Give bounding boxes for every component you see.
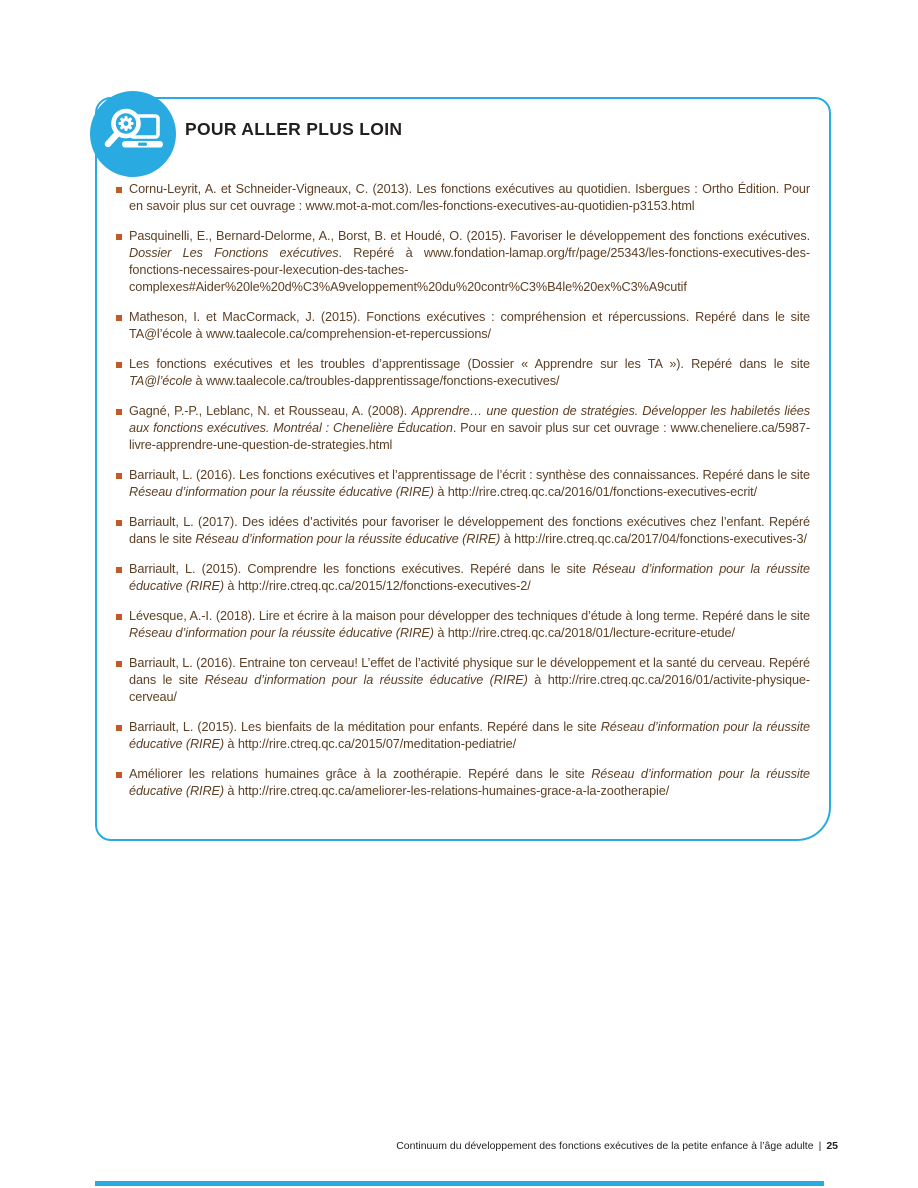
pour-aller-plus-loin-box: [95, 97, 831, 841]
bullet-square-icon: [116, 772, 122, 778]
reference-item: [116, 514, 810, 548]
reference-item: [116, 228, 810, 296]
reference-text: . Pour en savoir plus sur cet ouvrage :: [452, 421, 671, 435]
reference-text: à: [433, 485, 448, 499]
reference-text: Cornu-Leyrit, A. et Schneider-Vigneaux, C. (2013). Les fonctions exécutives au quotidien. Isbergues : Ortho Édition. Pour en savoir plus sur cet ouvrage :: [129, 182, 810, 213]
bullet-square-icon: [116, 409, 122, 415]
reference-text: Barriault, L. (2016). Entraine ton cerveau! L’effet de l’activité physique sur le développement et la santé du cerveau. Repéré dans le site: [129, 656, 810, 687]
reference-url[interactable]: www.taalecole.ca/comprehension-et-repercussions/: [205, 327, 491, 341]
bullet-square-icon: [116, 362, 122, 368]
bullet-square-icon: [116, 234, 122, 240]
reference-url[interactable]: http://rire.ctreq.qc.ca/2017/04/fonctions-executives-3/: [514, 532, 807, 546]
reference-text: Barriault, L. (2015). Comprendre les fonctions exécutives. Repéré dans le site: [129, 562, 593, 576]
reference-item: [116, 309, 810, 343]
reference-item: [116, 766, 810, 800]
reference-url[interactable]: www.fondation-lamap.org/fr/page/25343/les-fonctions-executives-des-fonctions-necessaires-pour-lexecution-des-taches-complexes#Aider%20le%20d%C3%A9veloppement%20du%20contr%C3%B4le%20ex%C3%A9cutif: [129, 246, 810, 294]
reference-url[interactable]: http://rire.ctreq.qc.ca/2016/01/activite-physique-cerveau/: [129, 673, 811, 704]
reference-url[interactable]: www.mot-a-mot.com/les-fonctions-executives-au-quotidien-p3153.html: [305, 199, 695, 213]
reference-text: Réseau d’information pour la réussite éducative (RIRE): [129, 767, 810, 798]
reference-text: . Repéré à: [338, 246, 424, 260]
bullet-square-icon: [116, 315, 122, 321]
reference-text: Réseau d’information pour la réussite éducative (RIRE): [129, 626, 434, 640]
reference-text: TA@l’école: [129, 374, 193, 388]
reference-url[interactable]: www.cheneliere.ca/5987-livre-apprendre-une-question-de-strategies.html: [129, 421, 810, 452]
reference-item: [116, 719, 810, 753]
reference-url[interactable]: http://rire.ctreq.qc.ca/2016/01/fonctions-executives-ecrit/: [447, 485, 758, 499]
reference-text: Barriault, L. (2017). Des idées d’activités pour favoriser le développement des fonctions exécutives chez l’enfant. Repéré dans le site: [129, 515, 810, 546]
reference-url[interactable]: http://rire.ctreq.qc.ca/2018/01/lecture-ecriture-etude/: [447, 626, 735, 640]
bullet-square-icon: [116, 187, 122, 193]
bullet-square-icon: [116, 725, 122, 731]
bullet-square-icon: [116, 661, 122, 667]
reference-item: [116, 655, 810, 706]
footer-text: Continuum du développement des fonctions exécutives de la petite enfance à l’âge adulte: [396, 1140, 814, 1152]
reference-text: à: [433, 626, 448, 640]
reference-text: Réseau d’information pour la réussite éducative (RIRE): [129, 720, 810, 751]
reference-text: à: [224, 784, 238, 798]
page-number: 25: [826, 1140, 838, 1152]
reference-text: à: [224, 737, 238, 751]
reference-text: Réseau d’information pour la réussite éducative (RIRE): [204, 673, 528, 687]
reference-url[interactable]: http://rire.ctreq.qc.ca/2015/12/fonctions-executives-2/: [237, 579, 531, 593]
reference-item: [116, 467, 810, 501]
reference-url[interactable]: http://rire.ctreq.qc.ca/ameliorer-les-relations-humaines-grace-a-la-zootherapie/: [237, 784, 670, 798]
reference-text: à: [527, 673, 548, 687]
reference-url[interactable]: www.taalecole.ca/troubles-dapprentissage/fonctions-executives/: [205, 374, 560, 388]
reference-text: Matheson, I. et MacCormack, J. (2015). Fonctions exécutives : compréhension et répercussions. Repéré dans le site TA@l’école à: [129, 310, 810, 341]
reference-text: Réseau d’information pour la réussite éducative (RIRE): [195, 532, 501, 546]
reference-text: à: [192, 374, 206, 388]
bottom-accent-bar: [95, 1181, 824, 1186]
reference-list: [116, 181, 810, 800]
reference-text: Améliorer les relations humaines grâce à la zoothérapie. Repéré dans le site: [129, 767, 592, 781]
reference-item: [116, 561, 810, 595]
reference-text: Barriault, L. (2015). Les bienfaits de la méditation pour enfants. Repéré dans le site: [129, 720, 601, 734]
page-footer: [396, 1140, 838, 1152]
reference-text: Pasquinelli, E., Bernard-Delorme, A., Borst, B. et Houdé, O. (2015). Favoriser le développement des fonctions exécutives.: [129, 229, 810, 243]
reference-text: Barriault, L. (2016). Les fonctions exécutives et l’apprentissage de l’écrit : synthèse des connaissances. Repéré dans le site: [129, 468, 810, 482]
reference-text: Réseau d’information pour la réussite éducative (RIRE): [129, 485, 434, 499]
reference-text: Gagné, P.-P., Leblanc, N. et Rousseau, A. (2008).: [129, 404, 412, 418]
reference-url[interactable]: http://rire.ctreq.qc.ca/2015/07/meditation-pediatrie/: [237, 737, 517, 751]
reference-text: Dossier Les Fonctions exécutives: [129, 246, 339, 260]
reference-item: [116, 403, 810, 454]
reference-text: Les fonctions exécutives et les troubles d’apprentissage (Dossier « Apprendre sur les TA »). Repéré dans le site: [129, 357, 810, 371]
reference-text: Lévesque, A.-I. (2018). Lire et écrire à la maison pour développer des techniques d’étude à long terme. Repéré dans le site: [129, 609, 810, 623]
bullet-square-icon: [116, 473, 122, 479]
magnifier-gear-laptop-icon: [90, 91, 176, 177]
reference-item: [116, 356, 810, 390]
bullet-square-icon: [116, 567, 122, 573]
reference-text: à: [500, 532, 515, 546]
bullet-square-icon: [116, 520, 122, 526]
reference-item: [116, 181, 810, 215]
footer-separator: |: [818, 1140, 822, 1152]
reference-text: Réseau d’information pour la réussite éducative (RIRE): [129, 562, 810, 593]
reference-text: à: [224, 579, 238, 593]
reference-item: [116, 608, 810, 642]
reference-text: Apprendre… une question de stratégies. Développer les habiletés liées aux fonctions exécutives. Montréal : Chenelière Éducation: [129, 404, 810, 435]
section-title: POUR ALLER PLUS LOIN: [185, 119, 403, 139]
bullet-square-icon: [116, 614, 122, 620]
